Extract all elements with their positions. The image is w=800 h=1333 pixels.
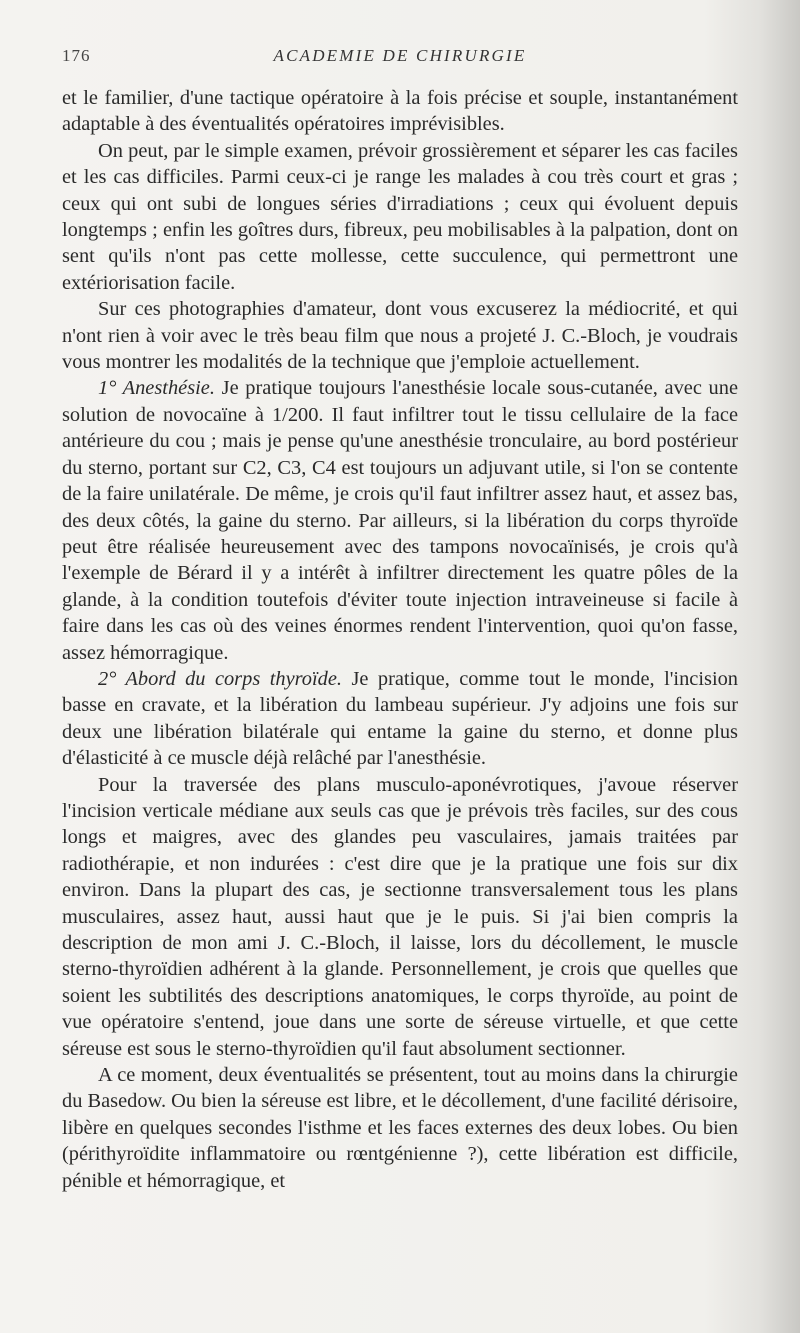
body-text: [62, 85, 738, 1194]
running-head: ACADEMIE DE CHIRURGIE: [273, 46, 527, 65]
page-header: [62, 44, 738, 74]
paragraph-text: Je pratique, comme tout le monde, l'incision basse en cravate, et la libération du lambeau supérieur. J'y adjoins une fois sur deux une libération bilatérale qui entame la gaine du sterno, et donne plus d'élasticité à ce muscle déjà relâché par l'anesthésie.: [62, 667, 738, 770]
section-heading: 1° Anesthésie.: [98, 377, 215, 400]
paragraph: [62, 85, 738, 138]
section-heading: 2° Abord du corps thyroïde.: [98, 667, 342, 690]
paragraph-text: On peut, par le simple examen, prévoir grossièrement et séparer les cas faciles et les cas difficiles. Parmi ceux-ci je range les malades à cou très court et gras ; ceux qui ont subi de longues séries d'irradiations ; ceux qui évoluent depuis longtemps ; enfin les goîtres durs, fibreux, peu mobilisables à la palpation, dont on sent qu'ils n'ont pas cette mollesse, cette succulence, qui permettront une extériorisation facile.: [62, 139, 738, 294]
paragraph: [62, 296, 738, 375]
paragraph-text: et le familier, d'une tactique opératoire à la fois précise et souple, instantanément adaptable à des éventualités opératoires imprévisibles.: [62, 87, 738, 136]
paragraph: [62, 1062, 738, 1194]
paragraph-text: Je pratique toujours l'anesthésie locale sous-cutanée, avec une solution de novocaïne à 1/200. Il faut infiltrer tout le tissu cellulaire de la face antérieure du cou ; mais je pense qu'une anesthésie tronculaire, au bord postérieur du sterno, portant sur C2, C3, C4 est toujours un adjuvant utile, si l'on se contente de la faire unilatérale. De même, je crois qu'il faut infiltrer assez haut, et assez bas, des deux côtés, la gaine du sterno. Par ailleurs, si la libération du corps thyroïde peut être réalisée heureusement avec des tampons novocaïnisés, je crois qu'à l'exemple de Bérard il y a intérêt à infiltrer directement les quatre pôles de la glande, à la condition toutefois d'éviter toute injection intraveineuse si facile à faire dans les cas où des veines énormes rendent l'intervention, quoi qu'on fasse, assez hémorragique.: [62, 377, 738, 664]
paragraph: [62, 375, 738, 665]
page-number: 176: [62, 46, 91, 65]
paragraph-text: Pour la traversée des plans musculo-aponévrotiques, j'avoue réserver l'incision verticale médiane aux seuls cas que je prévois très faciles, sur des cous longs et maigres, avec des glandes peu vasculaires, jamais traitées par radiothérapie, et non indurées : c'est dire que je la pratique une fois sur dix environ. Dans la plupart des cas, je sectionne transversalement tous les plans musculaires, assez haut, aussi haut que je le puis. Si j'ai bien compris la description de mon ami J. C.-Bloch, il laisse, lors du décollement, le muscle sterno-thyroïdien adhérent à la glande. Personnellement, je crois que quelles que soient les subtilités des descriptions anatomiques, le corps thyroïde, au point de vue opératoire s'entend, joue dans une sorte de séreuse virtuelle, et que cette séreuse est sous le sterno-thyroïdien qu'il faut absolument sectionner.: [62, 773, 738, 1060]
paragraph: [62, 666, 738, 772]
paragraph: [62, 138, 738, 296]
paragraph: [62, 772, 738, 1062]
paragraph-text: Sur ces photographies d'amateur, dont vous excuserez la médiocrité, et qui n'ont rien à voir avec le très beau film que nous a projeté J. C.-Bloch, je voudrais vous montrer les modalités de la technique que j'emploie actuellement.: [62, 298, 738, 374]
paragraph-text: A ce moment, deux éventualités se présentent, tout au moins dans la chirurgie du Basedow. Ou bien la séreuse est libre, et le décollement, d'une facilité dérisoire, libère en quelques secondes l'isthme et les faces externes des deux lobes. Ou bien (périthyroïdite inflammatoire ou rœntgénienne ?), cette libération est difficile, pénible et hémorragique, et: [62, 1064, 738, 1192]
